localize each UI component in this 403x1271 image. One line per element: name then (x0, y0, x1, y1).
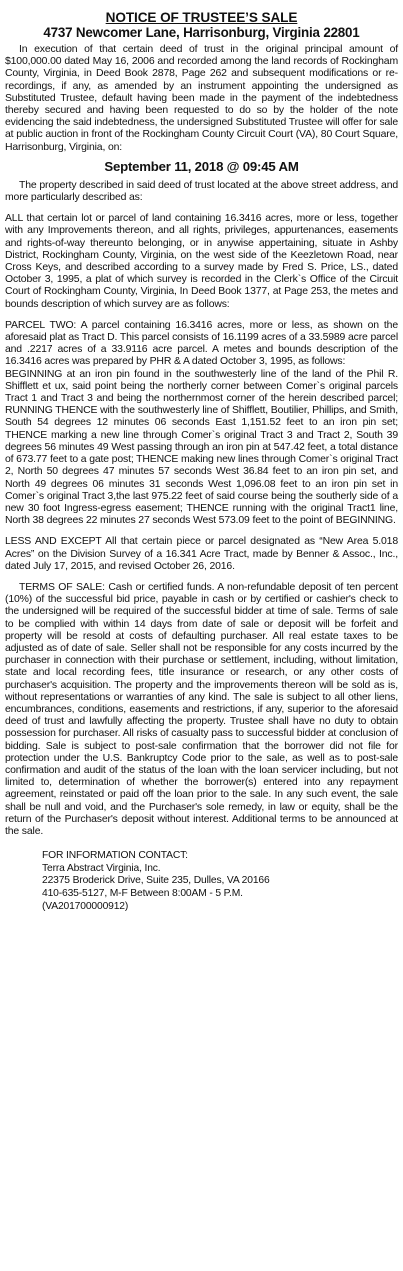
parcel-two-paragraph: PARCEL TWO: A parcel containing 16.3416 acres, more or less, as shown on the aforesaid plat as Tract D. This parcel consists of 16.1199 acres of a 33.5989 acre parcel and .2217 acres of a 33.9116 acre parcel. A metes and bounds description of the 16.3416 acres was prepared by PHR & A dated October 3, 1995, as follows: (5, 319, 398, 368)
sale-datetime: September 11, 2018 @ 09:45 AM (104, 158, 299, 174)
contact-block (5, 850, 398, 913)
property-description-paragraph: The property described in said deed of trust located at the above street address, and more particularly described as: (5, 179, 398, 204)
terms-of-sale-paragraph: TERMS OF SALE: Cash or certified funds. A non-refundable deposit of ten percent (10%) of the successful bid price, payable in cash or by certified or cashier's check to the undersigned will be required of the successful bidder at time of sale. Terms of sale to be complied with within 14 days from date of sale or deposit will be forfeit and property will be resold at costs of defaulting purchaser. All real estate taxes to be adjusted as of date of sale. Seller shall not be responsible for any costs incurred by the purchaser in connection with their purchase or settlement, including, without limitation, state and local recording fees, title insurance or research, or any other costs of purchaser's acquisition. The property and the improvements thereon will be sold as is, without representations or warranties of any kind. The sale is subject to all other liens, encumbrances, conditions, easements and restrictions, if any, superior to the aforesaid deed of trust and lawfully affecting the property. Trustee shall have no duty to obtain possession for purchaser. All risks of casualty pass to successful bidder at conclusion of bidding. Sale is subject to post-sale confirmation that the borrower did not file for protection under the U.S. Bankruptcy Code prior to the sale, as well as to post-sale confirmation and audit of the status of the loan with the loan servicer including, but not limited to, determination of whether the borrower(s) entered into any repayment agreement, reinstated or paid off the loan prior to the sale. In any such event, the sale shall be null and void, and the Purchaser's sole remedy, in law or equity, shall be the return of the Purchaser's deposit without interest. Additional terms to be announced at the sale. (5, 581, 398, 837)
property-address-heading: 4737 Newcomer Lane, Harrisonburg, Virginia 22801 (43, 25, 360, 40)
legal-description-paragraph: ALL that certain lot or parcel of land containing 16.3416 acres, more or less, together with any Improvements thereon, and all rights, privileges, appurtenances, easements and rights-of-way thereunto belonging, or in anywise appertaining, situate in Ashby District, Rockingham County, Virginia, on the west side of the Keezletown Road, near Cross Keys, and described according to a survey made by Fred S. Price, LS., dated October 3, 1995, a plat of which survey is recorded in the Clerk`s Office of the Circuit Court of Rockingham County, Virginia, In Deed Book 1377, at Page 253, the metes and bounds description of which survey are as follows: (5, 213, 398, 310)
intro-paragraph: In execution of that certain deed of trust in the original principal amount of $100,000.00 dated May 16, 2006 and recorded among the land records of Rockingham County, Virginia, in Deed Book 2878, Page 262 and subsequent modifications or re-recordings, if any, as amended by an instrument appointing the undersigned as Substituted Trustee, default having been made in the payment of the indebtedness thereby secured and having been requested to do so by the holder of the note evidencing the said indebtedness, the undersigned Substituted Trustee will offer for sale at public auction in front of the Rockingham County Circuit Court (VA), 80 Court Square, Harrisonburg, Virginia, on: (5, 44, 398, 153)
less-and-except-paragraph: LESS AND EXCEPT All that certain piece or parcel designated as “New Area 5.018 Acres” on the Division Survey of a 16.341 Acre Tract, made by Benner & Assoc., Inc., dated July 17, 2015, and revised October 26, 2016. (5, 536, 398, 572)
contact-phone-hours: 410-635-5127, M-F Between 8:00AM - 5 P.M. (42, 887, 243, 899)
contact-heading: FOR INFORMATION CONTACT: (42, 850, 188, 862)
contact-company: Terra Abstract Virginia, Inc. (42, 862, 161, 874)
notice-title: NOTICE OF TRUSTEE’S SALE (105, 10, 298, 25)
contact-address: 22375 Broderick Drive, Suite 235, Dulles, VA 20166 (42, 875, 270, 887)
contact-reference: (VA201700000912) (42, 900, 129, 912)
metes-and-bounds-paragraph: BEGINNING at an iron pin found in the southwesterly line of the land of the Phil R. Shifflett et ux, said point being the northerly corner between Comer`s original parcels Tract 1 and Tract 3 and being the northernmost corner of the herein described parcel; RUNNING THENCE with the southwesterly line of Shifflett, Boutilier, Phillips, and Smith, South 54 degrees 12 minutes 06 seconds East 1,151.52 feet to an iron pin set; THENCE marking a new line through Comer`s original Tract 3 and Tract 2, South 39 degrees 56 minutes 49 West passing through an iron pin at 547.42 feet, a total distance of 673.77 feet to a gate post; THENCE making new lines through Comer`s original Tract 2, North 50 degrees 47 minutes 57 seconds West 36.84 feet to an iron pin set, and North 49 degrees 06 minutes 31 seconds West 1,096.08 feet to an iron pin set in Comer`s original Tract 3,the last 975.22 feet of said course being the southerly side of a new 30 foot Ingress-egress easement; THENCE running with the original Tract1 line, North 38 degrees 22 minutes 27 seconds West 573.09 feet to the point of BEGINNING. (5, 368, 398, 527)
